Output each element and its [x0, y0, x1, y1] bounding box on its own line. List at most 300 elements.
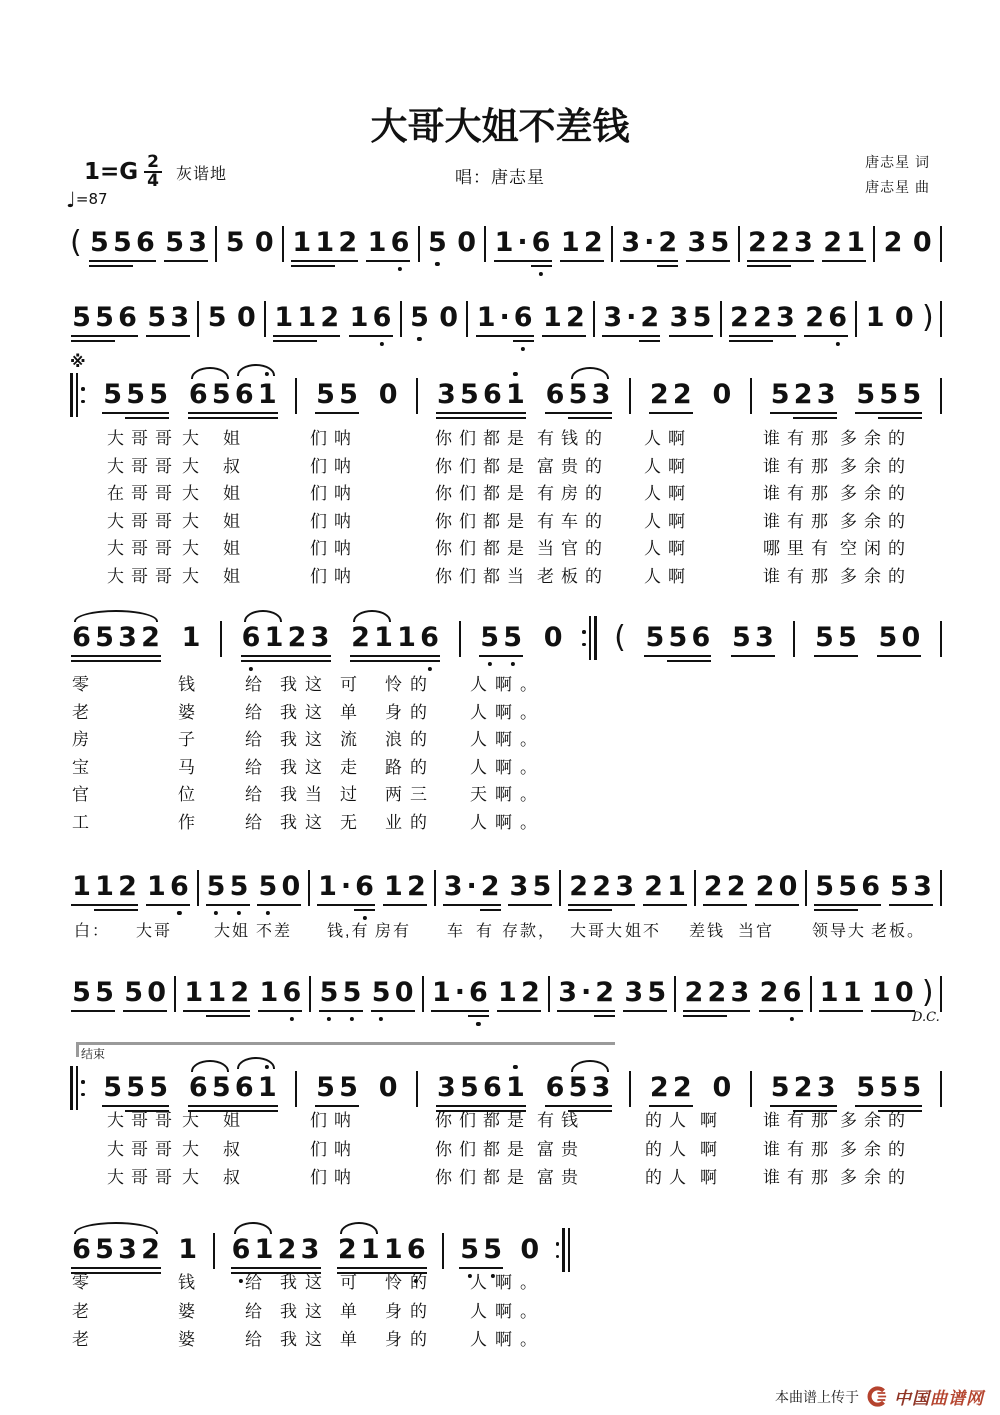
lyric-word: 大姐 — [214, 923, 251, 940]
note-digit: 3 — [118, 1234, 137, 1265]
site-logo-icon — [866, 1386, 887, 1407]
lyric-word: 给 — [245, 702, 270, 722]
beam-line — [206, 904, 250, 906]
beam-line — [71, 1010, 115, 1012]
beam-line — [667, 660, 711, 662]
lyric-word: 天啊。 — [470, 785, 545, 805]
lyric-word: 路的 — [385, 757, 435, 777]
beam-line — [770, 412, 837, 414]
note-digit: 3 — [621, 227, 641, 258]
note-group — [382, 872, 428, 902]
lyric-word: 姐 — [223, 429, 247, 448]
lyric-word: 存款， — [502, 923, 557, 940]
bar-line — [213, 1233, 215, 1269]
beam-line — [317, 904, 375, 906]
note-group — [893, 303, 916, 333]
note-digit: 5 — [568, 1072, 588, 1103]
parenthesis: ( — [70, 225, 82, 260]
note-group — [145, 303, 191, 333]
note-digit: 5 — [339, 379, 358, 410]
bar-line — [940, 976, 942, 1012]
note-group — [290, 228, 359, 258]
note-group — [769, 380, 838, 410]
note-digit: 1 — [264, 622, 284, 653]
lyric-word: 多余的 — [840, 511, 912, 531]
lyric-word: 你们都当 — [435, 567, 531, 586]
note-digit: 2 — [338, 227, 358, 258]
note-digit: 3 — [591, 1072, 611, 1103]
note-group — [145, 872, 191, 902]
note-digit: · — [580, 977, 592, 1008]
note-group — [870, 978, 916, 1008]
lyric-word: 位 — [178, 785, 203, 805]
beam-line — [319, 1010, 363, 1012]
beam-line — [557, 1010, 615, 1012]
note-group — [710, 380, 733, 410]
bar-line — [459, 621, 461, 657]
note-digit: 2 — [583, 227, 603, 258]
note-digit: 5 — [318, 978, 341, 1008]
music-line — [70, 1235, 570, 1272]
octave-dot-low — [488, 662, 492, 666]
note-group — [314, 380, 360, 410]
note-digit: 2 — [337, 1234, 357, 1265]
lyric-word: 白： — [74, 923, 111, 940]
beam-line — [258, 1010, 302, 1012]
note-digit: 3 — [509, 871, 529, 902]
octave-dot-low — [417, 337, 421, 341]
lyric-word: 我这 — [280, 675, 330, 694]
note-digit: 5 — [165, 227, 185, 258]
lyric-word: 大 — [182, 484, 206, 504]
lyric-word: 无 — [340, 813, 365, 832]
note-digit: 5 — [95, 302, 114, 333]
note-group — [256, 872, 302, 902]
note-group — [224, 228, 247, 258]
note-group — [478, 623, 524, 653]
note-digit: 5 — [770, 379, 790, 410]
lyric-word: 谁有那 — [763, 567, 835, 586]
lyric-word: 的人 — [645, 1168, 693, 1187]
note-digit: 1 — [274, 302, 294, 333]
note-digit: 3 — [443, 871, 463, 902]
lyric-word: 你们都是 — [435, 1111, 531, 1130]
note-group — [813, 872, 882, 902]
note-group — [187, 1073, 279, 1103]
bar-line — [629, 1071, 631, 1107]
lyric-word: 姐 — [223, 1111, 247, 1130]
bar-line — [282, 226, 284, 262]
lyric-word: 我这 — [280, 1273, 330, 1292]
note-digit: 5 — [95, 1234, 114, 1265]
note-group — [318, 978, 364, 1008]
beam-line — [542, 335, 586, 337]
lyric-word: 流 — [340, 730, 365, 750]
tempo-value: =87 — [75, 190, 108, 208]
note-digit: 0 — [281, 871, 301, 902]
lyric-word: 身的 — [385, 1330, 435, 1350]
bar-line — [264, 301, 266, 337]
slur-arc — [237, 1057, 275, 1069]
lyric-word: 老板。 — [871, 923, 926, 940]
music-line — [70, 225, 942, 262]
repeat-dots — [81, 387, 85, 403]
note-digit: 5 — [72, 302, 91, 333]
note-digit: 5 — [879, 379, 899, 410]
note-digit: · — [466, 871, 477, 902]
note-digit: 5 — [838, 871, 858, 902]
note-digit: 1 — [476, 302, 496, 333]
lyric-word: 空闲的 — [840, 539, 912, 559]
beam-line — [291, 265, 335, 267]
lyric-word: 谁有那 — [763, 1111, 835, 1130]
note-digit: 0 — [912, 227, 932, 258]
beam-line — [889, 904, 933, 906]
note-digit: 6 — [530, 228, 553, 258]
octave-dot-low — [521, 347, 525, 351]
bar-line — [434, 870, 436, 906]
beam-line — [71, 904, 138, 906]
lyric-word: 给 — [245, 1330, 270, 1350]
bar-line — [810, 976, 812, 1012]
beam-line — [545, 412, 612, 414]
lyric-word: 我这 — [280, 813, 330, 832]
lyric-word: 人啊 — [644, 567, 692, 586]
octave-dot-low — [836, 342, 840, 346]
beam-line — [623, 1010, 667, 1012]
note-group — [544, 380, 613, 410]
beam-line — [188, 417, 278, 419]
lyric-word: 大哥 — [136, 923, 173, 940]
note-group — [435, 1073, 527, 1103]
note-digit: 2 — [595, 977, 615, 1008]
note-digit: 5 — [207, 302, 227, 333]
note-digit: 3 — [188, 227, 208, 258]
note-digit: 6 — [388, 228, 411, 258]
lyric-word: 单 — [340, 1330, 365, 1350]
lyric-word: 人啊。 — [470, 1301, 545, 1321]
note-digit: · — [644, 227, 655, 258]
note-group — [882, 228, 905, 258]
dc-al-capo-mark: D.C. — [912, 1010, 940, 1025]
lyric-word: 老 — [72, 1330, 97, 1350]
ending-bracket — [76, 1042, 615, 1061]
lyric-word: 钱 — [178, 1273, 203, 1292]
note-digit: 1 — [542, 302, 562, 333]
note-digit: 6 — [234, 1072, 254, 1103]
lyric-word: 工 — [72, 813, 97, 832]
octave-dot-low — [214, 911, 218, 915]
note-digit: 6 — [418, 623, 441, 653]
lyric-word: 给 — [245, 1273, 270, 1292]
beam-line — [814, 904, 881, 906]
octave-dot-low — [398, 267, 402, 271]
beam-line — [146, 335, 190, 337]
beam-line — [747, 265, 791, 267]
beam-line — [349, 335, 393, 337]
note-group — [601, 303, 661, 333]
beam-line — [643, 904, 687, 906]
note-digit: 5 — [902, 1072, 922, 1103]
note-group — [272, 303, 341, 333]
note-digit: 0 — [439, 302, 459, 333]
lyric-word: 谁有那 — [763, 511, 835, 531]
note-digit: 2 — [521, 977, 540, 1008]
bar-line — [694, 870, 696, 906]
note-digit: 5 — [815, 871, 835, 902]
beam-line — [594, 1015, 615, 1017]
slur-arc — [74, 610, 158, 622]
beam-line — [146, 904, 190, 906]
note-group — [758, 978, 804, 1008]
beam-line — [568, 904, 635, 906]
note-digit: 6 — [405, 1235, 428, 1265]
lyric-word: 身的 — [385, 1301, 435, 1321]
note-group — [818, 978, 864, 1008]
note-group — [458, 1235, 504, 1265]
beam-line — [350, 655, 440, 657]
beam-line — [436, 417, 526, 419]
note-digit: 2 — [592, 871, 612, 902]
bar-line — [484, 226, 486, 262]
octave-dot-low — [380, 342, 384, 346]
beam-line — [703, 904, 747, 906]
note-group — [728, 303, 797, 333]
lyric-word: 哪里有 — [763, 539, 835, 559]
note-digit: 3 — [730, 977, 750, 1008]
note-digit: 1 — [560, 227, 580, 258]
bar-line — [750, 378, 752, 414]
note-digit: 3 — [591, 379, 611, 410]
note-group — [348, 303, 394, 333]
beam-line — [729, 335, 796, 337]
beam-line — [183, 1010, 250, 1012]
note-group — [911, 228, 934, 258]
bar-line — [174, 976, 176, 1012]
lyric-word: 们呐 — [310, 456, 358, 476]
lyric-word: 大 — [182, 1168, 206, 1187]
lyric-word: 们呐 — [310, 429, 358, 448]
note-digit: 5 — [124, 977, 143, 1008]
note-digit: 5 — [370, 978, 393, 1008]
note-group — [349, 623, 441, 653]
note-digit: 1 — [72, 871, 91, 902]
lyric-word: 的人 — [645, 1111, 693, 1130]
lyric-word: 大哥哥 — [107, 539, 179, 559]
lyric-word: 领导大 — [812, 923, 867, 940]
note-digit: 3 — [816, 1072, 836, 1103]
note-digit: 1 — [498, 977, 517, 1008]
bar-line — [309, 976, 311, 1012]
note-digit: 0 — [378, 1072, 398, 1103]
lyric-word: 你们都是 — [435, 429, 531, 448]
note-digit: 1 — [846, 227, 865, 258]
note-digit: 2 — [141, 1234, 160, 1265]
lyric-word: 当官 — [738, 923, 775, 940]
lyric-word: 马 — [178, 757, 203, 777]
note-group — [507, 872, 553, 902]
note-digit: 5 — [890, 871, 909, 902]
note-digit: 1 — [95, 871, 114, 902]
note-digit: 5 — [211, 1072, 231, 1103]
lyric-word: 人啊。 — [470, 813, 545, 832]
beam-line — [657, 265, 678, 267]
beam-line — [814, 655, 858, 657]
lyric-word: 大 — [182, 511, 206, 531]
lyric-word: 我这 — [280, 757, 330, 777]
lyric-word: 零 — [72, 1273, 97, 1292]
note-digit: 2 — [407, 871, 426, 902]
beam-line — [354, 909, 375, 911]
lyric-word: 当官的 — [537, 539, 609, 559]
note-digit: 1 — [367, 227, 387, 258]
beam-line — [686, 260, 730, 262]
lyric-word: 多余的 — [840, 1139, 912, 1159]
lyric-word: 房 — [72, 730, 97, 750]
song-title: 大哥大姐不差钱 — [370, 106, 630, 147]
lyric-word: 婆 — [178, 1330, 203, 1350]
bar-line — [295, 1071, 297, 1107]
lyric-word: 你们都是 — [435, 511, 531, 531]
lyric-word: 有房的 — [537, 484, 609, 504]
note-digit: 2 — [793, 379, 813, 410]
beam-line — [878, 417, 922, 419]
lyric-word: 你们都是 — [435, 1139, 531, 1159]
note-digit: 5 — [902, 379, 922, 410]
note-digit: 5 — [458, 1235, 481, 1265]
lyric-word: 们呐 — [310, 567, 358, 586]
note-digit: 2 — [649, 1072, 669, 1103]
lyric-word: 过 — [340, 785, 365, 805]
beam-line — [568, 909, 612, 911]
note-digit: 0 — [543, 622, 563, 653]
beam-line — [644, 655, 711, 657]
note-digit: 3 — [913, 871, 932, 902]
note-digit: 3 — [793, 227, 813, 258]
lyric-word: 我当 — [280, 785, 330, 805]
note-group — [685, 228, 731, 258]
beam-line — [71, 335, 138, 337]
note-digit: 3 — [310, 622, 330, 653]
octave-dot-low — [239, 1279, 243, 1283]
lyric-word: 宝 — [72, 757, 97, 777]
beam-line — [683, 1010, 750, 1012]
bar-line — [416, 378, 418, 414]
lyric-word: 们呐 — [310, 484, 358, 504]
lyric-word: 钱 — [178, 675, 203, 694]
note-digit: 5 — [501, 623, 524, 653]
lyric-word: 浪的 — [385, 730, 435, 750]
note-group — [316, 872, 376, 902]
note-digit: 1 — [181, 622, 201, 653]
parenthesis: ) — [921, 975, 934, 1010]
note-group — [556, 978, 616, 1008]
note-group — [803, 303, 849, 333]
beam-line — [476, 335, 534, 337]
beam-line — [71, 340, 115, 342]
note-group — [496, 978, 542, 1008]
note-digit: 6 — [234, 379, 254, 410]
beam-line — [877, 655, 921, 657]
note-digit: 5 — [126, 1072, 146, 1103]
bar-line — [738, 226, 740, 262]
note-digit: 0 — [254, 227, 274, 258]
lyric-word: 多余的 — [840, 484, 912, 504]
note-group — [365, 228, 411, 258]
lyric-word: 大哥哥 — [107, 567, 179, 586]
note-digit: 5 — [103, 1072, 123, 1103]
note-group — [314, 1073, 360, 1103]
bar-line — [548, 976, 550, 1012]
composer-credit: 唐志星 曲 — [865, 179, 930, 195]
slur-arc — [191, 367, 229, 379]
lyric-word: 人啊。 — [470, 1330, 545, 1350]
beam-line — [814, 909, 858, 911]
lyric-word: 婆 — [178, 702, 203, 722]
bar-line — [611, 226, 613, 262]
lyric-word: 大 — [182, 429, 206, 448]
note-group — [205, 872, 251, 902]
note-digit: 5 — [316, 379, 335, 410]
note-digit: · — [340, 871, 352, 902]
lyric-word: 大哥哥 — [107, 511, 179, 531]
lyric-word: 姐不 — [625, 923, 662, 940]
note-digit: 1 — [374, 622, 393, 653]
lyric-word: 姐 — [223, 511, 247, 531]
beam-line — [443, 904, 501, 906]
note-digit: 5 — [856, 379, 876, 410]
note-group — [493, 228, 553, 258]
beam-line — [513, 340, 534, 342]
note-group — [648, 380, 694, 410]
note-digit: 1 — [349, 302, 369, 333]
lyric-word: 姐 — [223, 484, 247, 504]
note-digit: 1 — [383, 1234, 403, 1265]
note-digit: 6 — [826, 303, 849, 333]
note-digit: 3 — [436, 379, 456, 410]
lyric-word: 老板的 — [537, 567, 609, 586]
note-group — [70, 872, 139, 902]
note-digit: 2 — [649, 379, 669, 410]
meter-denominator: 4 — [147, 171, 159, 191]
beam-line — [94, 909, 138, 911]
beam-line — [89, 265, 133, 267]
note-digit: 5 — [532, 871, 552, 902]
note-digit: 2 — [770, 227, 790, 258]
lyric-word: 差钱 — [689, 923, 726, 940]
note-digit: 1 — [315, 227, 335, 258]
note-digit: 6 — [545, 379, 565, 410]
note-group — [754, 872, 800, 902]
lyric-word: 我这 — [280, 1330, 330, 1350]
beam-line — [366, 260, 410, 262]
meter-numerator: 2 — [144, 154, 162, 173]
bar-line — [720, 301, 722, 337]
note-digit: · — [454, 977, 465, 1008]
note-digit: 1 — [259, 977, 279, 1008]
note-digit: 2 — [805, 302, 825, 333]
note-group — [257, 978, 303, 1008]
beam-line — [759, 1010, 803, 1012]
note-digit: 5 — [459, 1072, 479, 1103]
octave-dot-high — [513, 372, 517, 376]
lyric-word: 多余的 — [840, 429, 912, 448]
note-group — [88, 228, 157, 258]
note-digit: 2 — [684, 977, 704, 1008]
bar-line — [674, 976, 676, 1012]
lyric-word: 我这 — [280, 702, 330, 722]
note-digit: 5 — [341, 978, 364, 1008]
